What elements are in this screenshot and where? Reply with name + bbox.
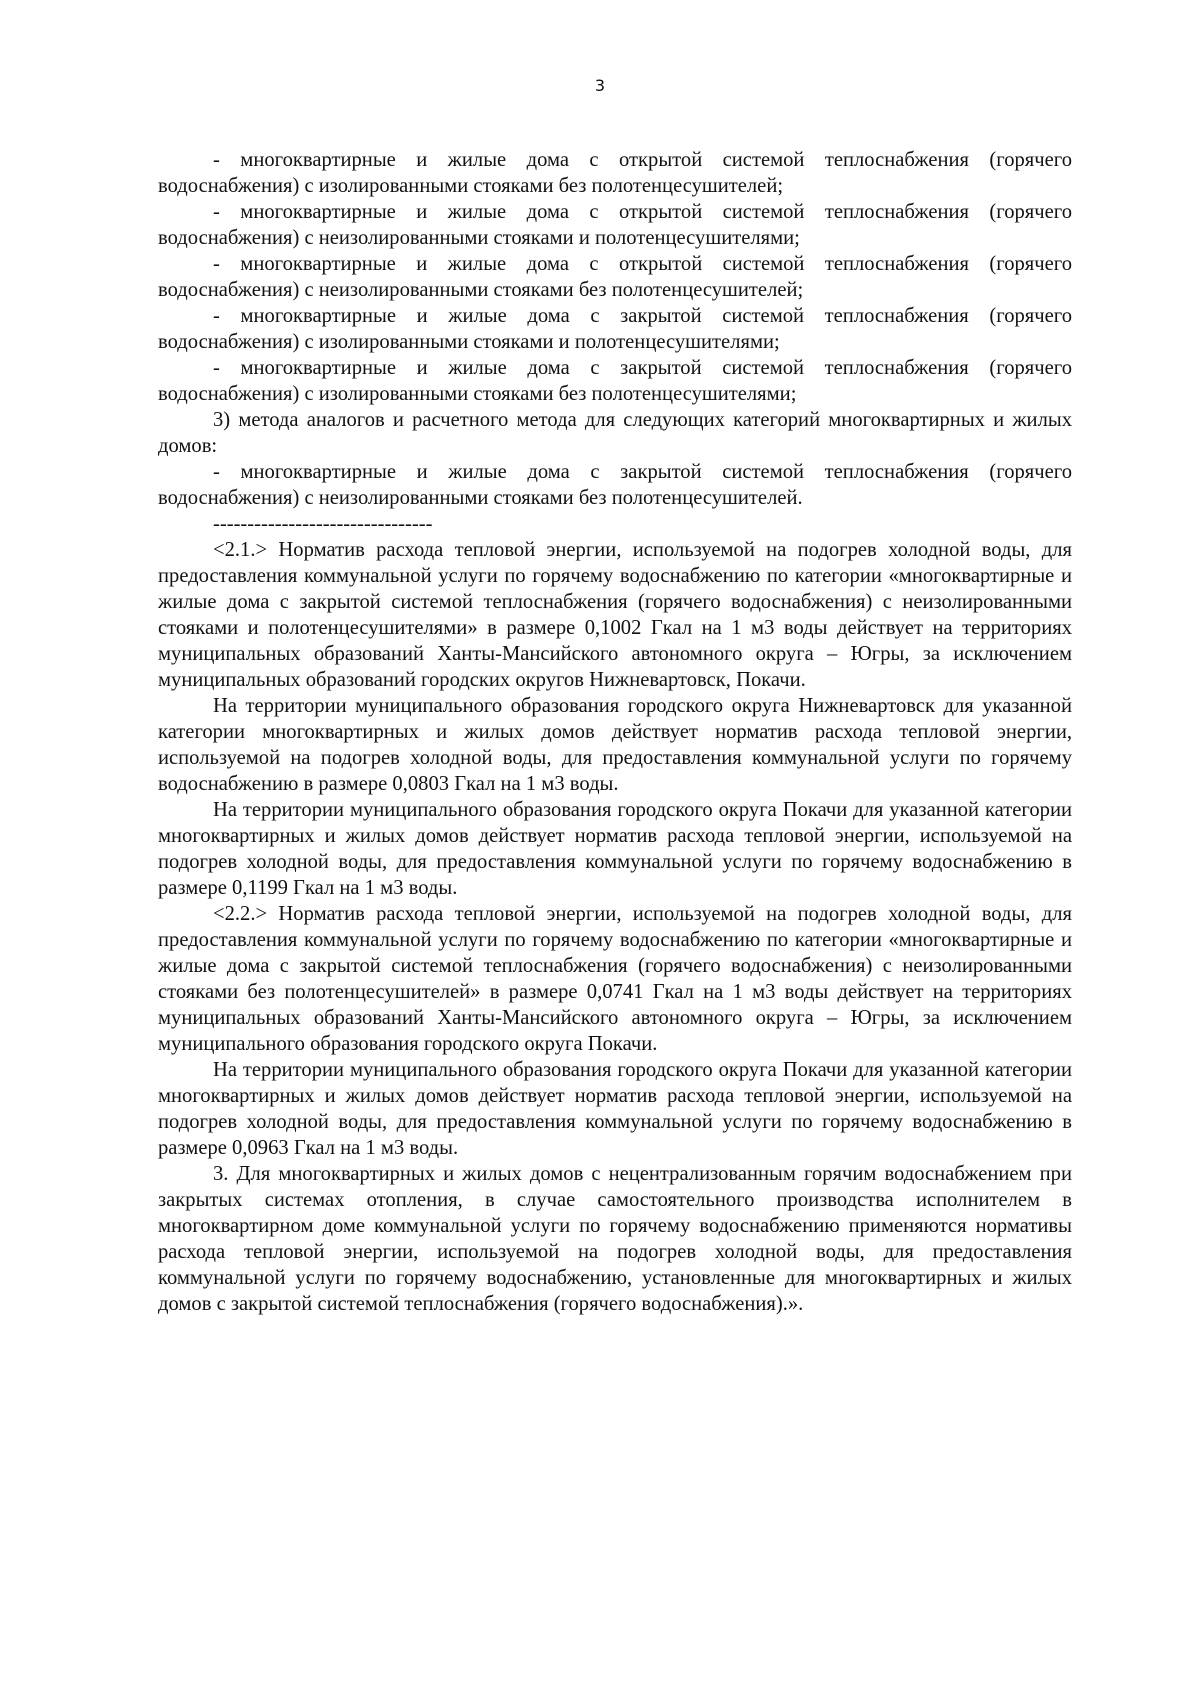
list-item-closed-uninsulated-no-towel: - многоквартирные и жилые дома с закрытой системой теплоснабжения (горячего водоснабжения) с неизолированными стояками без полотенцесушителей. xyxy=(158,461,1072,509)
page-number: 3 xyxy=(594,76,606,95)
document-body xyxy=(158,147,1072,1317)
clause-3: 3. Для многоквартирных и жилых домов с нецентрализованным горячим водоснабжением при закрытых системах отопления, в случае самостоятельного производства исполнителем в многоквартирном доме коммунальной услуги по горячему водоснабжению применяются нормативы расхода тепловой энергии, используемой на подогрев холодной воды, для предоставления коммунальной услуги по горячему водоснабжению, установленные для многоквартирных и жилых домов с закрытой системой теплоснабжения (горячего водоснабжения).». xyxy=(158,1163,1072,1315)
separator-line: -------------------------------- xyxy=(213,513,433,535)
pokachi-paragraph-2: На территории муниципального образования городского округа Покачи для указанной категории многоквартирных и жилых домов действует норматив расхода тепловой энергии, используемой на подогрев холодной воды, для предоставления коммунальной услуги по горячему водоснабжению в размере 0,0963 Гкал на 1 м3 воды. xyxy=(158,1059,1072,1159)
method-analogs-paragraph: 3) метода аналогов и расчетного метода для следующих категорий многоквартирных и жилых домов: xyxy=(158,409,1072,457)
clause-2-2: <2.2.> Норматив расхода тепловой энергии, используемой на подогрев холодной воды, для предоставления коммунальной услуги по горячему водоснабжению по категории «многоквартирные и жилые дома с закрытой системой теплоснабжения (горячего водоснабжения) с неизолированными стояками без полотенцесушителей» в размере 0,0741 Гкал на 1 м3 воды действует на территориях муниципальных образований Ханты-Мансийского автономного округа – Югры, за исключением муниципального образования городского округа Покачи. xyxy=(158,903,1072,1055)
nizhnevartovsk-paragraph: На территории муниципального образования городского округа Нижневартовск для указанной категории многоквартирных и жилых домов действует норматив расхода тепловой энергии, используемой на подогрев холодной воды, для предоставления коммунальной услуги по горячему водоснабжению в размере 0,0803 Гкал на 1 м3 воды. xyxy=(158,695,1072,795)
list-item-open-insulated-no-towel: - многоквартирные и жилые дома с открытой системой теплоснабжения (горячего водоснабжения) с изолированными стояками без полотенцесушителей; xyxy=(158,149,1072,197)
list-item-open-uninsulated-towel: - многоквартирные и жилые дома с открытой системой теплоснабжения (горячего водоснабжения) с неизолированными стояками и полотенцесушителями; xyxy=(158,201,1072,249)
pokachi-paragraph-1: На территории муниципального образования городского округа Покачи для указанной категории многоквартирных и жилых домов действует норматив расхода тепловой энергии, используемой на подогрев холодной воды, для предоставления коммунальной услуги по горячему водоснабжению в размере 0,1199 Гкал на 1 м3 воды. xyxy=(158,799,1072,899)
list-item-closed-insulated-towel: - многоквартирные и жилые дома с закрытой системой теплоснабжения (горячего водоснабжения) с изолированными стояками и полотенцесушителями; xyxy=(158,305,1072,353)
clause-2-1: <2.1.> Норматив расхода тепловой энергии, используемой на подогрев холодной воды, для предоставления коммунальной услуги по горячему водоснабжению по категории «многоквартирные и жилые дома с закрытой системой теплоснабжения (горячего водоснабжения) с неизолированными стояками и полотенцесушителями» в размере 0,1002 Гкал на 1 м3 воды действует на территориях муниципальных образований Ханты-Мансийского автономного округа – Югры, за исключением муниципальных образований городских округов Нижневартовск, Покачи. xyxy=(158,539,1072,691)
list-item-open-uninsulated-no-towel: - многоквартирные и жилые дома с открытой системой теплоснабжения (горячего водоснабжения) с неизолированными стояками без полотенцесушителей; xyxy=(158,253,1072,301)
list-item-closed-insulated-no-towel: - многоквартирные и жилые дома с закрытой системой теплоснабжения (горячего водоснабжения) с изолированными стояками без полотенцесушителями; xyxy=(158,357,1072,405)
